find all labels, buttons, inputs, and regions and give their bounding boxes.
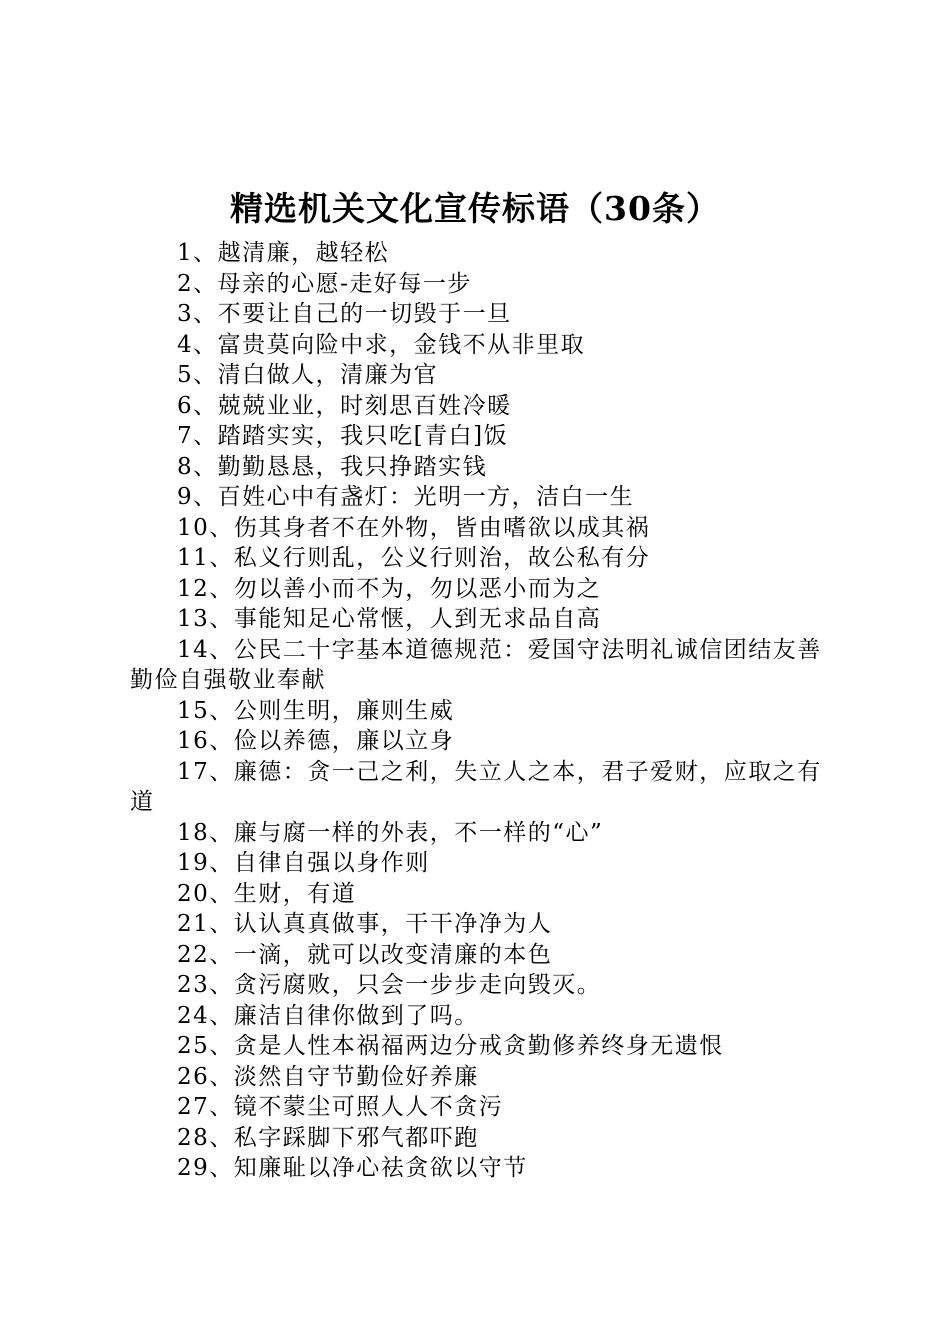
slogan-item-25: 25、贪是人性本祸福两边分戒贪勤修养终身无遗恨 [177, 1033, 724, 1059]
slogan-item-12: 12、勿以善小而不为，勿以恶小而为之 [177, 575, 602, 602]
slogan-item-13: 13、事能知足心常惬，人到无求品自高 [177, 606, 602, 632]
slogan-item-3: 3、不要让自己的一切毁于一旦 [177, 301, 512, 327]
slogan-item-18: 18、廉与腐一样的外表，不一样的“心” [177, 819, 604, 846]
slogan-item-9: 9、百姓心中有盏灯：光明一方，洁白一生 [177, 484, 635, 510]
slogan-item-21: 21、认认真真做事，干干净净为人 [177, 911, 553, 937]
slogan-item-11: 11、私义行则乱，公义行则治，故公私有分 [177, 545, 651, 571]
slogan-item-10: 10、伤其身者不在外物，皆由嗜欲以成其祸 [177, 514, 651, 541]
slogan-item-2: 2、母亲的心愿-走好每一步 [177, 270, 472, 297]
slogan-item-24: 24、廉洁自律你做到了吗。 [177, 1002, 479, 1029]
slogan-item-6: 6、兢兢业业，时刻思百姓冷暖 [177, 392, 512, 419]
slogan-item-20: 20、生财，有道 [177, 880, 357, 907]
slogan-item-16: 16、俭以养德，廉以立身 [177, 728, 455, 754]
slogan-item-5: 5、清白做人，清廉为官 [177, 362, 439, 388]
slogan-item-22: 22、一滴，就可以改变清廉的本色 [177, 941, 553, 968]
slogan-item-4: 4、富贵莫向险中求，金钱不从非里取 [177, 331, 586, 358]
slogan-item-14: 14、公民二十字基本道德规范：爱国守法明礼诚信团结友善勤俭自强敬业奉献 [130, 636, 822, 693]
slogan-item-7: 7、踏踏实实，我只吃[青白]饭 [177, 423, 509, 449]
slogan-item-23: 23、贪污腐败，只会一步步走向毁灭。 [177, 972, 602, 998]
document-title: 精选机关文化宣传标语（30条） [230, 189, 720, 228]
slogan-item-17: 17、廉德：贪一己之利，失立人之本，君子爱财，应取之有道 [130, 758, 822, 815]
slogan-item-15: 15、公则生明，廉则生威 [177, 697, 455, 724]
slogan-item-8: 8、勤勤恳恳，我只挣踏实钱 [177, 453, 488, 480]
slogan-item-26: 26、淡然自守节勤俭好养廉 [177, 1063, 479, 1090]
slogan-list [130, 238, 830, 1184]
slogan-item-27: 27、镜不蒙尘可照人人不贪污 [177, 1094, 504, 1120]
slogan-item-1: 1、越清廉，越轻松 [177, 240, 390, 266]
slogan-item-19: 19、自律自强以身作则 [177, 850, 430, 876]
slogan-item-28: 28、私字踩脚下邪气都吓跑 [177, 1124, 479, 1151]
slogan-item-29: 29、知廉耻以净心祛贪欲以守节 [177, 1155, 528, 1181]
